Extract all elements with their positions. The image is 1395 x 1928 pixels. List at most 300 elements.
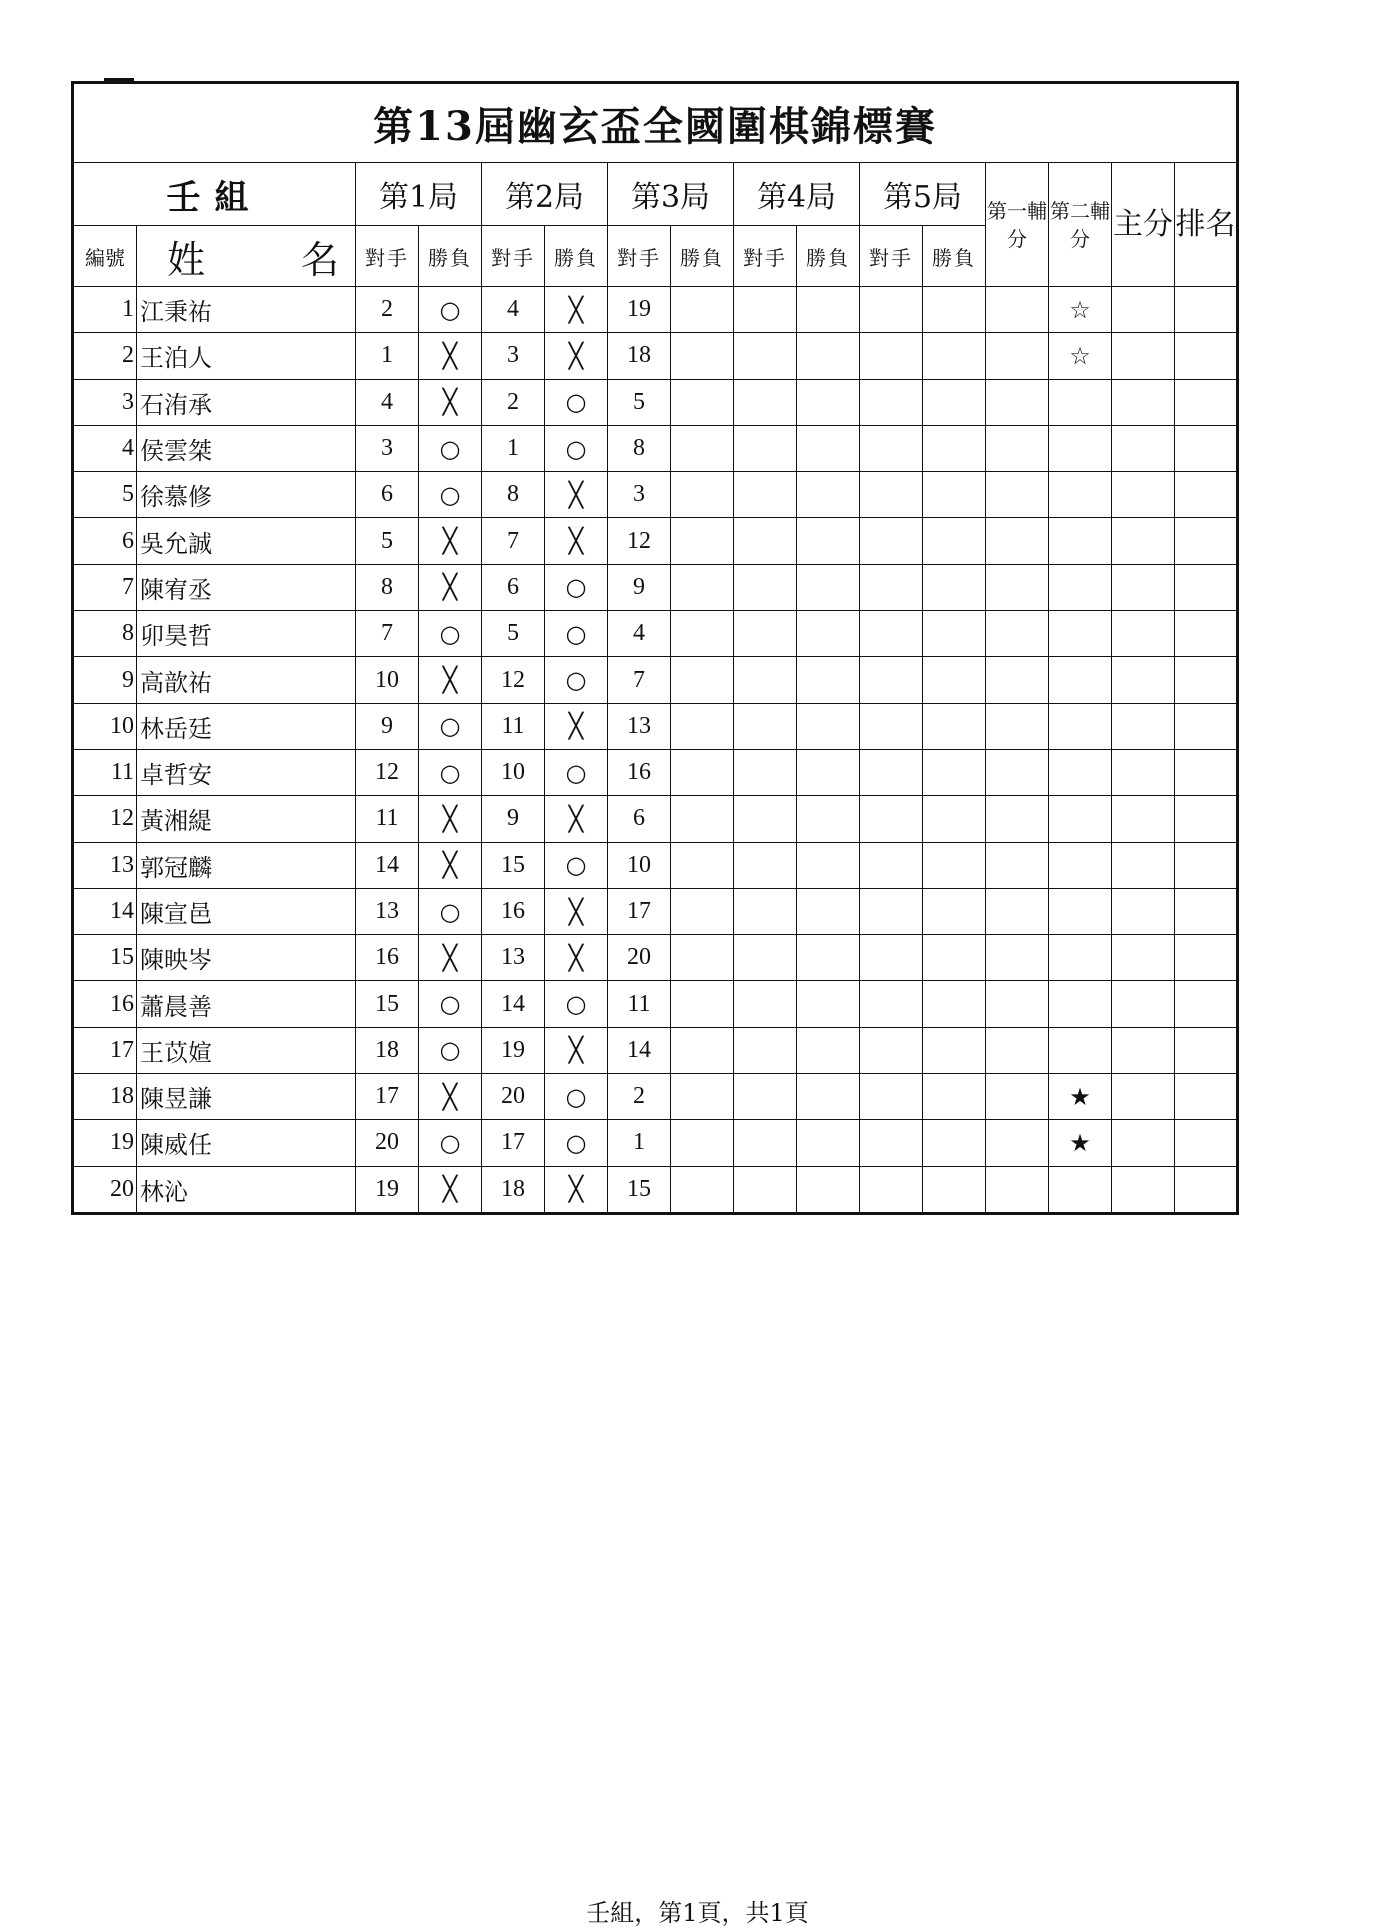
- r5-opponent: [860, 749, 923, 795]
- r3-opponent: 9: [608, 564, 671, 610]
- r1-result: ╳: [419, 842, 482, 888]
- r5-opponent: [860, 1166, 923, 1213]
- r2-opponent: 11: [482, 703, 545, 749]
- r3-result: [671, 518, 734, 564]
- r1-opponent: 19: [356, 1166, 419, 1213]
- rank: [1175, 888, 1238, 934]
- rank: [1175, 564, 1238, 610]
- player-name: 卓哲安: [137, 749, 356, 795]
- player-number: 1: [73, 287, 137, 333]
- aux-score-2: [1049, 472, 1112, 518]
- r4-opponent: [734, 749, 797, 795]
- r4-opponent: [734, 935, 797, 981]
- r1-result: ○: [419, 703, 482, 749]
- r1-result: ╳: [419, 518, 482, 564]
- r1-opponent: 10: [356, 657, 419, 703]
- aux-score-1: [986, 1166, 1049, 1213]
- r1-opponent-header: 對手: [356, 226, 419, 287]
- r1-opponent: 8: [356, 564, 419, 610]
- r1-opponent: 18: [356, 1027, 419, 1073]
- player-number: 8: [73, 611, 137, 657]
- main-score: [1112, 611, 1175, 657]
- r3-result: [671, 981, 734, 1027]
- r5-opponent: [860, 842, 923, 888]
- r1-opponent: 9: [356, 703, 419, 749]
- r3-opponent: 8: [608, 425, 671, 471]
- player-number: 10: [73, 703, 137, 749]
- table-row: [73, 425, 1238, 471]
- r1-opponent: 17: [356, 1074, 419, 1120]
- r2-result: ╳: [545, 518, 608, 564]
- aux-score-2: [1049, 749, 1112, 795]
- r2-result: ╳: [545, 935, 608, 981]
- r3-result: [671, 1166, 734, 1213]
- r5-opponent: [860, 287, 923, 333]
- r4-result: [797, 981, 860, 1027]
- aux-score-2: [1049, 379, 1112, 425]
- table-row: [73, 981, 1238, 1027]
- r1-opponent: 6: [356, 472, 419, 518]
- main-score: [1112, 703, 1175, 749]
- r4-opponent: [734, 472, 797, 518]
- r2-opponent: 14: [482, 981, 545, 1027]
- r3-result: [671, 1074, 734, 1120]
- r4-result: [797, 1027, 860, 1073]
- name-header: [137, 226, 356, 287]
- r5-opponent: [860, 888, 923, 934]
- r1-opponent: 4: [356, 379, 419, 425]
- player-number: 2: [73, 333, 137, 379]
- r2-opponent: 12: [482, 657, 545, 703]
- player-name: 江秉祐: [137, 287, 356, 333]
- r3-result: [671, 796, 734, 842]
- player-name: 蕭晨善: [137, 981, 356, 1027]
- r2-opponent: 10: [482, 749, 545, 795]
- r1-result: ╳: [419, 796, 482, 842]
- r1-result: ○: [419, 981, 482, 1027]
- r4-result: [797, 1166, 860, 1213]
- rank: [1175, 425, 1238, 471]
- main-score: [1112, 379, 1175, 425]
- r2-opponent: 3: [482, 333, 545, 379]
- r1-result: ○: [419, 287, 482, 333]
- r1-result: ╳: [419, 564, 482, 610]
- r5-opponent: [860, 1120, 923, 1166]
- aux-score-1: [986, 888, 1049, 934]
- player-name: 林沁: [137, 1166, 356, 1213]
- aux-score-2: [1049, 703, 1112, 749]
- main-score: [1112, 1166, 1175, 1213]
- r2-result: ○: [545, 1074, 608, 1120]
- r5-result: [923, 749, 986, 795]
- r3-result: [671, 749, 734, 795]
- player-name: 王泊人: [137, 333, 356, 379]
- aux-score-2: ☆: [1049, 287, 1112, 333]
- r4-result: [797, 842, 860, 888]
- player-name: 吳允誠: [137, 518, 356, 564]
- r1-result: ○: [419, 425, 482, 471]
- player-number: 14: [73, 888, 137, 934]
- table-row: [73, 611, 1238, 657]
- table-row: [73, 749, 1238, 795]
- player-name: 王苡媗: [137, 1027, 356, 1073]
- r2-result: ○: [545, 611, 608, 657]
- rank: [1175, 657, 1238, 703]
- rank: [1175, 518, 1238, 564]
- r2-result: ○: [545, 379, 608, 425]
- player-number: 13: [73, 842, 137, 888]
- player-number: 12: [73, 796, 137, 842]
- r4-result: [797, 287, 860, 333]
- aux-score-2: ★: [1049, 1074, 1112, 1120]
- main-score: [1112, 287, 1175, 333]
- aux-score-1: [986, 287, 1049, 333]
- r3-opponent: 15: [608, 1166, 671, 1213]
- r5-opponent: [860, 657, 923, 703]
- r3-opponent: 2: [608, 1074, 671, 1120]
- r2-opponent: 7: [482, 518, 545, 564]
- rank-header: 排名: [1175, 163, 1238, 287]
- r3-opponent: 14: [608, 1027, 671, 1073]
- r5-opponent: [860, 703, 923, 749]
- r5-opponent: [860, 564, 923, 610]
- aux-score-2: [1049, 842, 1112, 888]
- aux-score-1: [986, 749, 1049, 795]
- r4-result: [797, 379, 860, 425]
- standings-table: [71, 81, 1239, 1215]
- aux-score-1: [986, 564, 1049, 610]
- r5-result: [923, 935, 986, 981]
- table-row: [73, 472, 1238, 518]
- aux-score-2: [1049, 564, 1112, 610]
- r4-opponent: [734, 518, 797, 564]
- r1-opponent: 13: [356, 888, 419, 934]
- r1-result: ╳: [419, 379, 482, 425]
- r3-result: [671, 842, 734, 888]
- r4-result: [797, 564, 860, 610]
- r4-result: [797, 657, 860, 703]
- aux-score-2: [1049, 888, 1112, 934]
- r1-result: ╳: [419, 1074, 482, 1120]
- r5-result: [923, 888, 986, 934]
- rank: [1175, 1074, 1238, 1120]
- r2-opponent: 1: [482, 425, 545, 471]
- r2-result: ╳: [545, 1166, 608, 1213]
- r4-result: [797, 1074, 860, 1120]
- aux-score-2: [1049, 981, 1112, 1027]
- aux-score-2: ☆: [1049, 333, 1112, 379]
- aux-score-1: [986, 935, 1049, 981]
- r3-result: [671, 657, 734, 703]
- player-name: 陳宥丞: [137, 564, 356, 610]
- r5-opponent: [860, 472, 923, 518]
- aux-score-1: [986, 1120, 1049, 1166]
- table-row: [73, 935, 1238, 981]
- player-name: 侯雲桀: [137, 425, 356, 471]
- r1-opponent: 11: [356, 796, 419, 842]
- r1-opponent: 14: [356, 842, 419, 888]
- r4-opponent: [734, 981, 797, 1027]
- rank: [1175, 379, 1238, 425]
- main-score-header: 主分: [1112, 163, 1175, 287]
- main-score: [1112, 518, 1175, 564]
- main-score: [1112, 564, 1175, 610]
- player-number: 5: [73, 472, 137, 518]
- main-score: [1112, 935, 1175, 981]
- r5-result: [923, 379, 986, 425]
- r5-result: [923, 472, 986, 518]
- r5-result: [923, 518, 986, 564]
- aux-score-2: [1049, 1027, 1112, 1073]
- player-rows: [73, 287, 1238, 1214]
- r4-result: [797, 611, 860, 657]
- main-score: [1112, 842, 1175, 888]
- r1-opponent: 2: [356, 287, 419, 333]
- r4-opponent: [734, 611, 797, 657]
- r5-opponent: [860, 333, 923, 379]
- r3-result: [671, 379, 734, 425]
- r5-opponent: [860, 796, 923, 842]
- r3-result: [671, 564, 734, 610]
- main-score: [1112, 425, 1175, 471]
- r4-result: [797, 518, 860, 564]
- r2-result: ╳: [545, 1027, 608, 1073]
- r3-opponent: 4: [608, 611, 671, 657]
- table-row: [73, 333, 1238, 379]
- r5-result-header: 勝負: [923, 226, 986, 287]
- r5-result: [923, 981, 986, 1027]
- r2-result: ○: [545, 749, 608, 795]
- table-row: [73, 657, 1238, 703]
- r4-opponent: [734, 888, 797, 934]
- r5-opponent: [860, 935, 923, 981]
- player-name: 高歆祐: [137, 657, 356, 703]
- r2-opponent: 4: [482, 287, 545, 333]
- player-number: 20: [73, 1166, 137, 1213]
- rank: [1175, 842, 1238, 888]
- number-header: 編號: [73, 226, 137, 287]
- player-name: 卯昊哲: [137, 611, 356, 657]
- r4-opponent: [734, 842, 797, 888]
- round-5-header: 第5局: [860, 163, 986, 226]
- r4-opponent: [734, 1027, 797, 1073]
- player-number: 17: [73, 1027, 137, 1073]
- r4-result: [797, 749, 860, 795]
- player-number: 3: [73, 379, 137, 425]
- r4-opponent: [734, 1120, 797, 1166]
- r3-result: [671, 333, 734, 379]
- rank: [1175, 796, 1238, 842]
- main-score: [1112, 657, 1175, 703]
- r5-result: [923, 333, 986, 379]
- r4-opponent: [734, 425, 797, 471]
- r1-result: ╳: [419, 333, 482, 379]
- rank: [1175, 935, 1238, 981]
- table-row: [73, 1027, 1238, 1073]
- player-number: 11: [73, 749, 137, 795]
- round-4-header: 第4局: [734, 163, 860, 226]
- player-number: 15: [73, 935, 137, 981]
- aux-score-1: [986, 1027, 1049, 1073]
- aux-score-2-header: 第二輔分: [1049, 163, 1112, 287]
- aux-score-1: [986, 796, 1049, 842]
- r1-opponent: 12: [356, 749, 419, 795]
- r5-result: [923, 657, 986, 703]
- r1-opponent: 1: [356, 333, 419, 379]
- r4-result: [797, 425, 860, 471]
- r5-result: [923, 1027, 986, 1073]
- r2-result: ╳: [545, 796, 608, 842]
- r3-result-header: 勝負: [671, 226, 734, 287]
- r4-opponent: [734, 1166, 797, 1213]
- r4-opponent: [734, 1074, 797, 1120]
- r5-opponent: [860, 611, 923, 657]
- r4-result: [797, 888, 860, 934]
- r2-opponent: 18: [482, 1166, 545, 1213]
- aux-score-1: [986, 518, 1049, 564]
- r2-opponent: 17: [482, 1120, 545, 1166]
- r1-result: ╳: [419, 657, 482, 703]
- r3-result: [671, 935, 734, 981]
- r3-opponent: 13: [608, 703, 671, 749]
- r5-opponent: [860, 981, 923, 1027]
- aux-score-1: [986, 379, 1049, 425]
- aux-score-1: [986, 425, 1049, 471]
- r4-opponent: [734, 796, 797, 842]
- aux-score-2: [1049, 935, 1112, 981]
- r3-opponent: 3: [608, 472, 671, 518]
- r1-opponent: 20: [356, 1120, 419, 1166]
- r4-result: [797, 472, 860, 518]
- r5-opponent: [860, 425, 923, 471]
- r5-result: [923, 287, 986, 333]
- r3-opponent: 6: [608, 796, 671, 842]
- r4-result: [797, 703, 860, 749]
- r5-opponent: [860, 518, 923, 564]
- r5-result: [923, 842, 986, 888]
- r5-result: [923, 796, 986, 842]
- aux-score-1: [986, 333, 1049, 379]
- player-name: 郭冠麟: [137, 842, 356, 888]
- r3-result: [671, 1120, 734, 1166]
- player-name: 黃湘緹: [137, 796, 356, 842]
- r3-result: [671, 703, 734, 749]
- rank: [1175, 1120, 1238, 1166]
- r2-result-header: 勝負: [545, 226, 608, 287]
- r2-opponent: 20: [482, 1074, 545, 1120]
- r1-opponent: 7: [356, 611, 419, 657]
- r2-result: ○: [545, 981, 608, 1027]
- r2-result: ╳: [545, 703, 608, 749]
- r1-opponent: 15: [356, 981, 419, 1027]
- main-score: [1112, 1120, 1175, 1166]
- main-score: [1112, 796, 1175, 842]
- r2-opponent: 13: [482, 935, 545, 981]
- r2-opponent: 16: [482, 888, 545, 934]
- rank: [1175, 333, 1238, 379]
- r2-result: ○: [545, 425, 608, 471]
- player-name: 陳宣邑: [137, 888, 356, 934]
- rank: [1175, 472, 1238, 518]
- r3-opponent: 10: [608, 842, 671, 888]
- player-number: 9: [73, 657, 137, 703]
- round-1-header: 第1局: [356, 163, 482, 226]
- r2-result: ╳: [545, 333, 608, 379]
- r3-opponent: 19: [608, 287, 671, 333]
- r5-result: [923, 425, 986, 471]
- r2-result: ○: [545, 657, 608, 703]
- table-row: [73, 379, 1238, 425]
- r3-opponent: 16: [608, 749, 671, 795]
- table-row: [73, 287, 1238, 333]
- r4-result: [797, 796, 860, 842]
- r1-result: ○: [419, 749, 482, 795]
- r3-opponent: 12: [608, 518, 671, 564]
- r2-opponent: 9: [482, 796, 545, 842]
- r5-result: [923, 1074, 986, 1120]
- player-name: 陳映岑: [137, 935, 356, 981]
- table-row: [73, 1166, 1238, 1213]
- r1-result: ○: [419, 472, 482, 518]
- player-name: 林岳廷: [137, 703, 356, 749]
- r2-opponent: 2: [482, 379, 545, 425]
- page-footer: 壬組，第1頁，共1頁: [586, 1899, 809, 1927]
- r4-opponent-header: 對手: [734, 226, 797, 287]
- aux-score-2: [1049, 611, 1112, 657]
- main-score: [1112, 981, 1175, 1027]
- r2-opponent: 15: [482, 842, 545, 888]
- aux-score-2: [1049, 518, 1112, 564]
- player-name: 陳昱謙: [137, 1074, 356, 1120]
- r3-opponent: 17: [608, 888, 671, 934]
- main-score: [1112, 1074, 1175, 1120]
- r4-result: [797, 935, 860, 981]
- main-score: [1112, 472, 1175, 518]
- r1-opponent: 3: [356, 425, 419, 471]
- r2-opponent: 5: [482, 611, 545, 657]
- rank: [1175, 1027, 1238, 1073]
- main-score: [1112, 749, 1175, 795]
- r3-opponent: 20: [608, 935, 671, 981]
- r2-result: ╳: [545, 472, 608, 518]
- player-name: 徐慕修: [137, 472, 356, 518]
- player-number: 18: [73, 1074, 137, 1120]
- aux-score-1-header: 第一輔分: [986, 163, 1049, 287]
- r1-result: ╳: [419, 1166, 482, 1213]
- round-3-header: 第3局: [608, 163, 734, 226]
- rank: [1175, 1166, 1238, 1213]
- r5-result: [923, 564, 986, 610]
- r5-opponent-header: 對手: [860, 226, 923, 287]
- table-row: [73, 888, 1238, 934]
- aux-score-2: [1049, 425, 1112, 471]
- r3-result: [671, 472, 734, 518]
- main-score: [1112, 333, 1175, 379]
- player-number: 4: [73, 425, 137, 471]
- table-row: [73, 703, 1238, 749]
- tournament-title: 第13屆幽玄盃全國圍棋錦標賽: [73, 83, 1238, 163]
- aux-score-1: [986, 1074, 1049, 1120]
- aux-score-1: [986, 703, 1049, 749]
- group-label: 壬組: [73, 163, 356, 226]
- aux-score-1: [986, 611, 1049, 657]
- r1-result: ╳: [419, 935, 482, 981]
- r5-opponent: [860, 1074, 923, 1120]
- aux-score-2: [1049, 1166, 1112, 1213]
- player-number: 6: [73, 518, 137, 564]
- aux-score-1: [986, 472, 1049, 518]
- r4-opponent: [734, 703, 797, 749]
